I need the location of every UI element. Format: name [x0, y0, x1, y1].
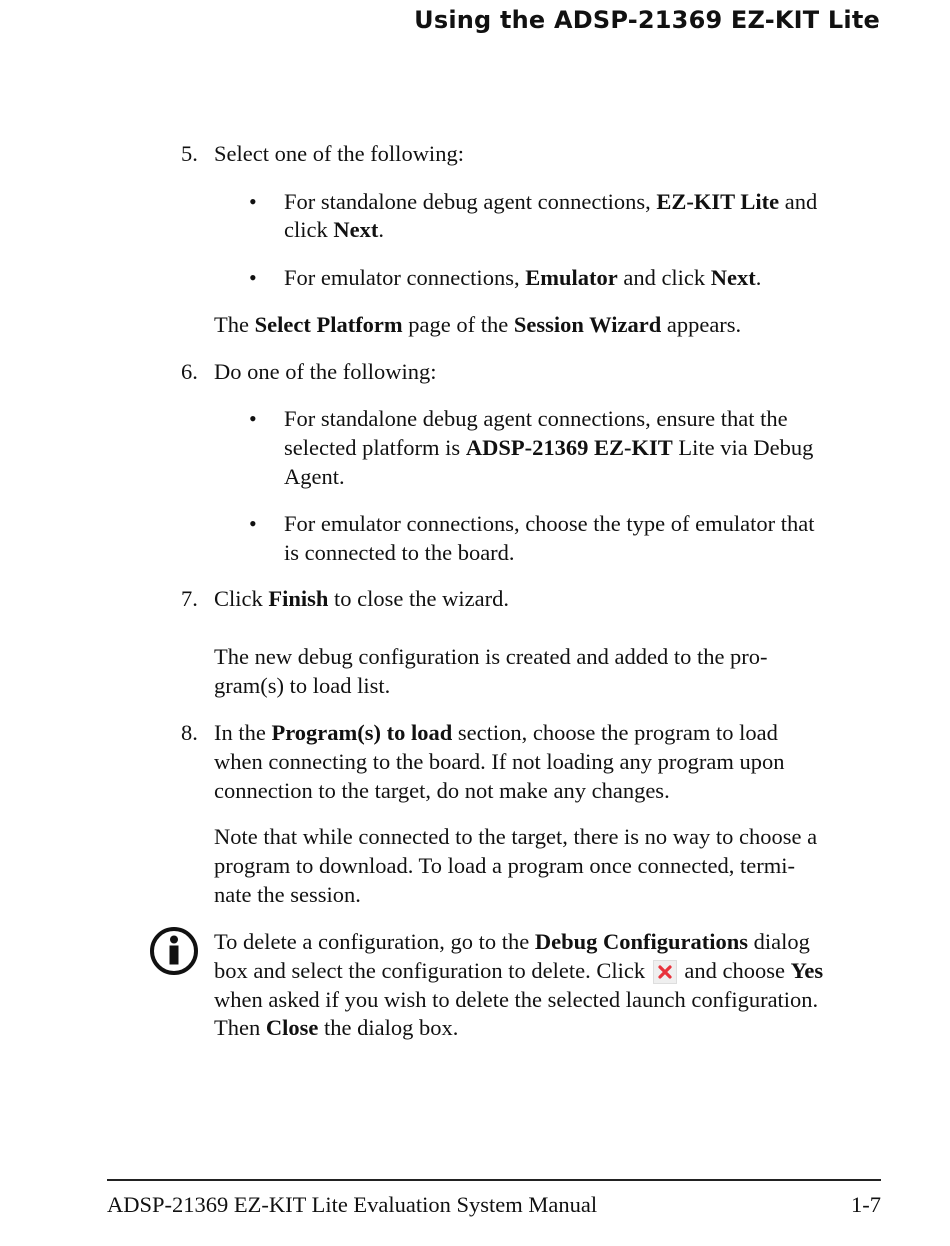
step-7-number: 7. [181, 586, 198, 611]
step-7-result-line-2: gram(s) to load list. [214, 673, 391, 698]
step-5-number: 5. [181, 141, 198, 166]
delete-configuration-icon [653, 960, 677, 984]
step-5-bullet-1-line-2: click Next. [284, 217, 384, 242]
step-6-bullet-2-line-1: For emulator connections, choose the type of emulator that [284, 511, 815, 536]
step-8-note-line-3: nate the session. [214, 882, 361, 907]
step-6-intro: Do one of the following: [214, 359, 437, 384]
bullet-icon: • [249, 511, 257, 536]
footer-page-number: 1-7 [851, 1192, 881, 1217]
step-8-note-line-2: program to download. To load a program once connected, termi- [214, 853, 795, 878]
note-line-1: To delete a configuration, go to the Debug Configurations dialog [214, 929, 810, 954]
step-5-bullet-1-line-1: For standalone debug agent connections, EZ-KIT Lite and [284, 189, 818, 214]
step-8-line-1: In the Program(s) to load section, choose the program to load [214, 720, 778, 745]
step-6-number: 6. [181, 359, 198, 384]
step-6-bullet-1-line-2: selected platform is ADSP-21369 EZ-KIT Lite via Debug [284, 435, 814, 460]
step-8-number: 8. [181, 720, 198, 745]
step-5-result: The Select Platform page of the Session Wizard appears. [214, 312, 742, 337]
step-8-note-line-1: Note that while connected to the target, there is no way to choose a [214, 824, 818, 849]
step-7-text: Click Finish to close the wizard. [214, 586, 509, 611]
bullet-icon: • [249, 189, 257, 214]
step-5-intro: Select one of the following: [214, 141, 464, 166]
bullet-icon: • [249, 265, 257, 290]
note-line-2: box and select the configuration to delete. Click and choose Yes [214, 958, 824, 983]
note-line-3: when asked if you wish to delete the selected launch configuration. [214, 987, 819, 1012]
step-8-line-3: connection to the target, do not make any changes. [214, 778, 670, 803]
bullet-icon: • [249, 406, 257, 431]
step-5-bullet-2: For emulator connections, Emulator and click Next. [284, 265, 762, 290]
info-icon [148, 925, 200, 977]
footer-manual-title: ADSP-21369 EZ-KIT Lite Evaluation System Manual [107, 1192, 598, 1217]
footer-divider [107, 1179, 881, 1181]
step-6-bullet-1-line-1: For standalone debug agent connections, ensure that the [284, 406, 788, 431]
step-6-bullet-2-line-2: is connected to the board. [284, 540, 515, 565]
step-8-line-2: when connecting to the board. If not loading any program upon [214, 749, 785, 774]
step-7-result-line-1: The new debug configuration is created and added to the pro- [214, 644, 768, 669]
step-6-bullet-1-line-3: Agent. [284, 464, 345, 489]
note-line-4: Then Close the dialog box. [214, 1015, 459, 1040]
header-title: Using the ADSP-21369 EZ-KIT Lite [414, 6, 880, 34]
